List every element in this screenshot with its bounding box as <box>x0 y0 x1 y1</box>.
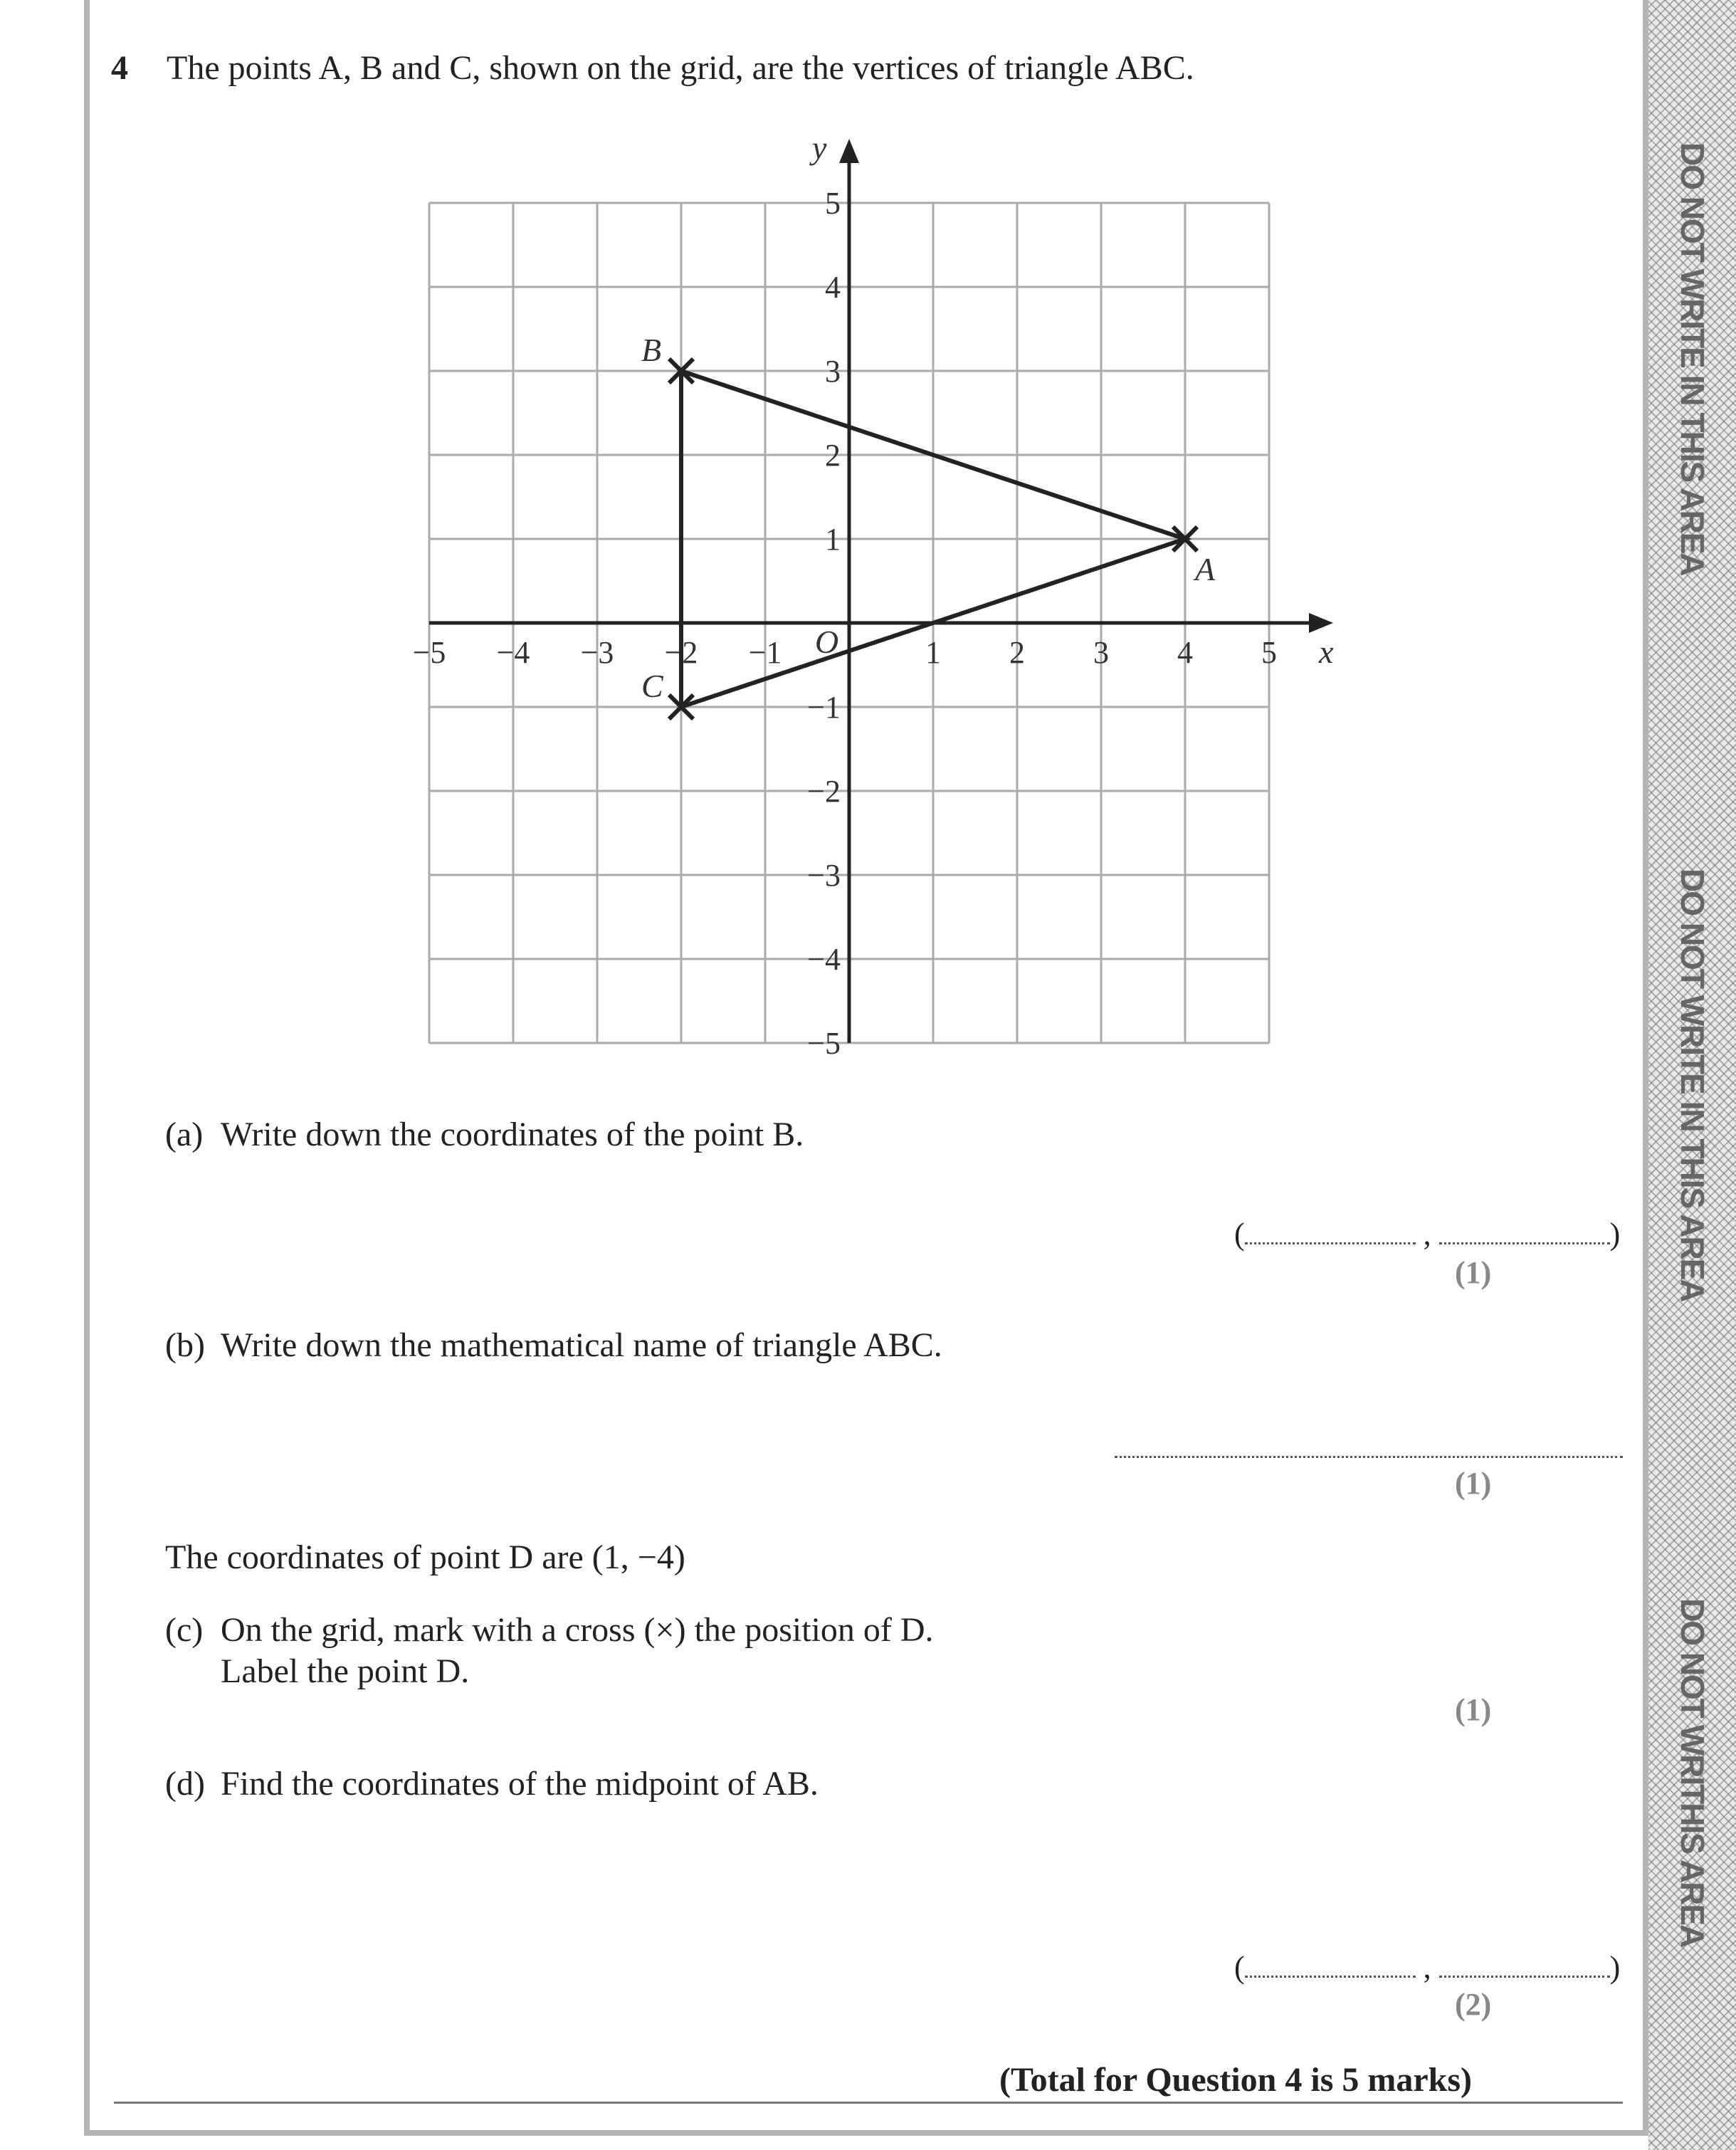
y-tick-label: 1 <box>825 522 841 557</box>
part-b-text: Write down the mathematical name of triangle ABC. <box>221 1326 942 1364</box>
origin-label: O <box>815 624 839 660</box>
y-tick-label: 5 <box>825 186 841 221</box>
x-tick-label: 3 <box>1093 635 1109 670</box>
part-a-text: Write down the coordinates of the point B. <box>221 1116 804 1153</box>
answer-b-field[interactable] <box>1115 1430 1623 1466</box>
y-axis-label: y <box>812 130 827 166</box>
y-tick-label: 3 <box>825 354 841 389</box>
x-tick-label: −1 <box>748 635 782 670</box>
x-tick-label: 4 <box>1177 635 1193 670</box>
answer-a-coordinates[interactable] <box>1234 1216 1620 1252</box>
mark-b: (1) <box>1455 1466 1492 1501</box>
x-tick-label: 5 <box>1261 635 1277 670</box>
y-tick-label: −1 <box>807 690 841 725</box>
point-b-label: B <box>641 332 662 368</box>
y-tick-label: −2 <box>807 774 841 809</box>
part-c-text-2: Label the point D. <box>221 1652 470 1690</box>
answer-open-paren: ( <box>1234 1950 1245 1985</box>
tick-labels <box>413 130 1334 1061</box>
x-tick-label: −3 <box>580 635 614 670</box>
page-border-bottom <box>84 2130 1664 2136</box>
point-d-info: The coordinates of point D are (1, −4) <box>165 1538 685 1576</box>
part-c-label: (c) <box>165 1611 204 1649</box>
x-tick-label: −2 <box>664 635 698 670</box>
answer-d-y-field[interactable] <box>1439 1954 1610 1978</box>
answer-d-x-field[interactable] <box>1245 1954 1416 1978</box>
answer-close-paren: ) <box>1609 1217 1621 1252</box>
x-tick-label: −4 <box>496 635 530 670</box>
x-tick-label: 2 <box>1009 635 1025 670</box>
part-d-text: Find the coordinates of the midpoint of AB. <box>221 1765 819 1803</box>
coordinate-grid-graph[interactable] <box>0 0 1736 1068</box>
axes <box>429 139 1333 1043</box>
bottom-rule <box>114 2102 1623 2104</box>
answer-open-paren: ( <box>1234 1217 1245 1252</box>
answer-a-y-field[interactable] <box>1439 1221 1610 1244</box>
answer-d-coordinates[interactable] <box>1234 1949 1620 1986</box>
question-intro: The points A, B and C, shown on the grid, are the vertices of triangle ABC. <box>167 49 1194 87</box>
y-tick-label: −4 <box>807 942 841 977</box>
point-a-label: A <box>1195 551 1216 587</box>
question-total: (Total for Question 4 is 5 marks) <box>999 2061 1473 2099</box>
y-tick-label: 4 <box>825 270 841 305</box>
x-tick-label: −5 <box>412 635 446 670</box>
y-tick-label: −5 <box>807 1026 841 1061</box>
point-c-label: C <box>641 668 663 704</box>
part-b-label: (b) <box>165 1326 205 1364</box>
answer-comma: , <box>1423 1950 1431 1985</box>
mark-c: (1) <box>1455 1692 1492 1727</box>
part-c-text: On the grid, mark with a cross (×) the position of D. <box>221 1611 934 1649</box>
question-number: 4 <box>111 49 128 87</box>
part-d-label: (d) <box>165 1765 205 1803</box>
answer-a-x-field[interactable] <box>1245 1221 1416 1244</box>
y-axis-arrowhead <box>839 139 859 163</box>
x-axis-label: x <box>1319 634 1334 670</box>
mark-a: (1) <box>1455 1255 1492 1290</box>
mark-d: (2) <box>1455 1987 1492 2022</box>
y-tick-label: 2 <box>825 438 841 473</box>
answer-comma: , <box>1423 1217 1431 1252</box>
x-axis-arrowhead <box>1309 613 1333 633</box>
y-tick-label: −3 <box>807 858 841 893</box>
part-a-label: (a) <box>165 1116 204 1153</box>
x-tick-label: 1 <box>925 635 941 670</box>
answer-close-paren: ) <box>1609 1950 1621 1985</box>
